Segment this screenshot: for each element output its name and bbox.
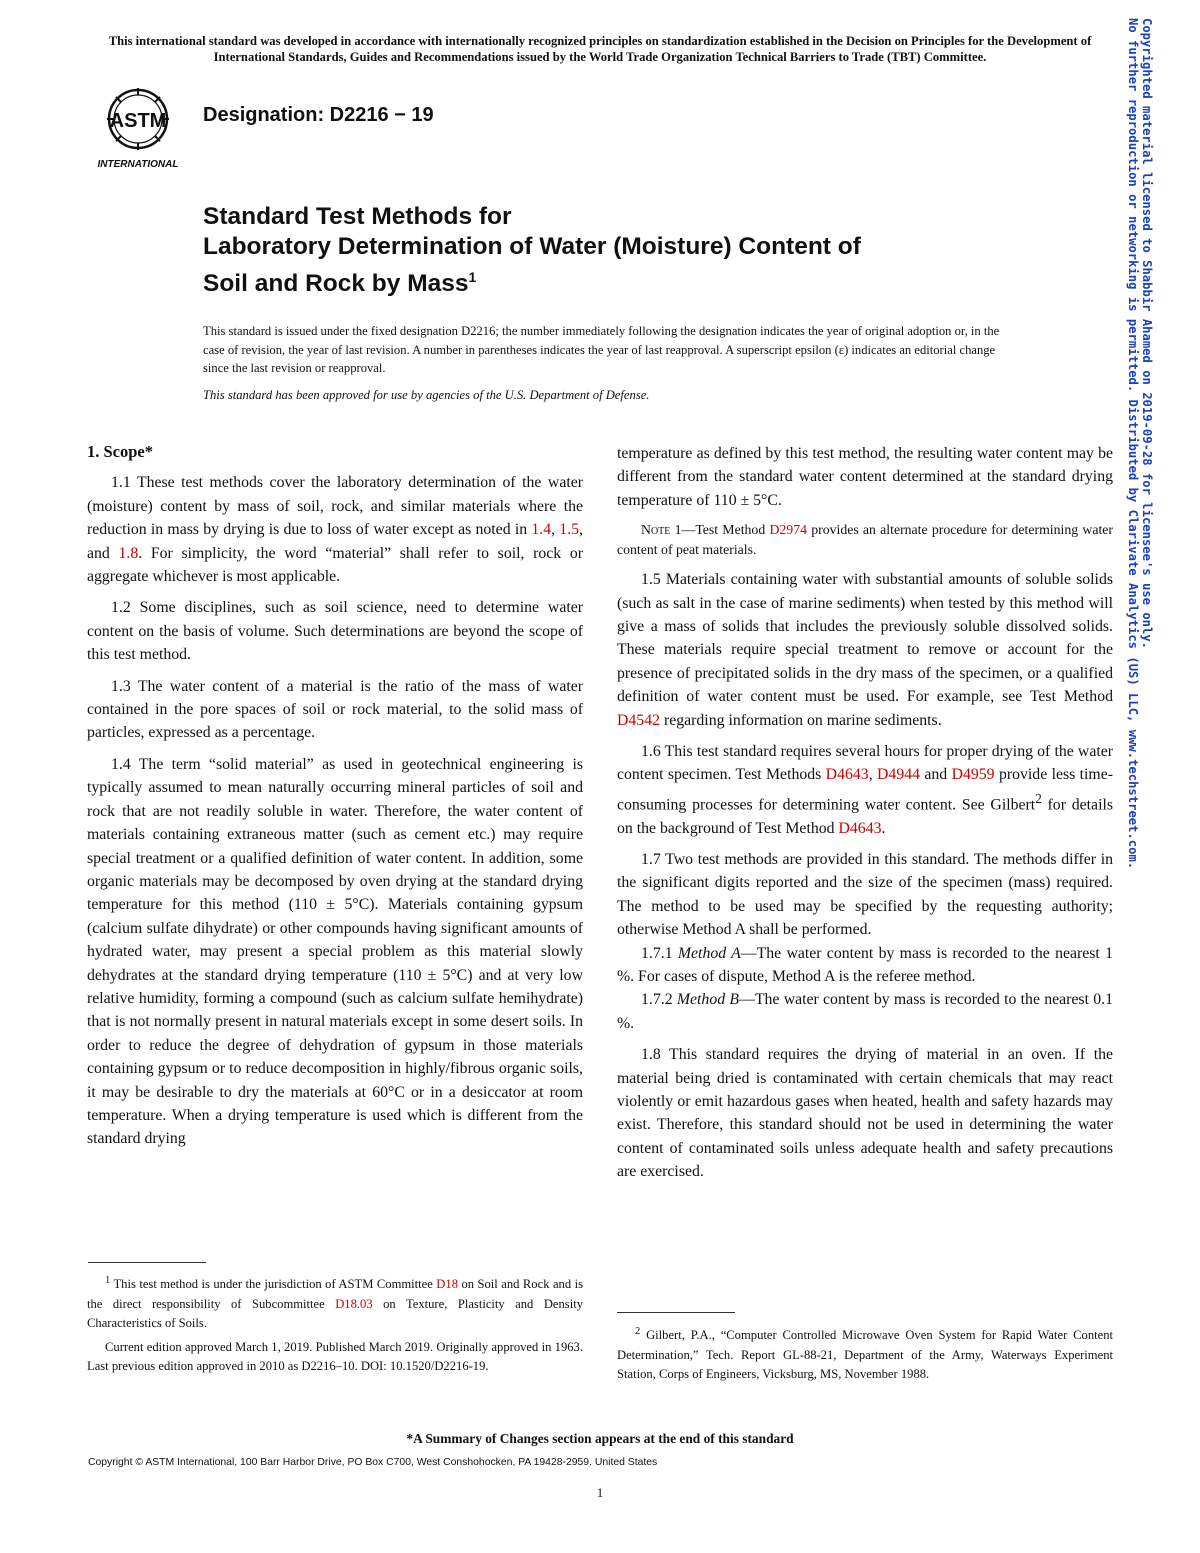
committee-link-d18[interactable]: D18: [436, 1277, 458, 1292]
left-column: [87, 440, 583, 1159]
ref-link-d4944[interactable]: D4944: [877, 766, 921, 784]
title-line-2: Laboratory Determination of Water (Moisture) Content of: [203, 233, 861, 260]
footnote-rule-right: [617, 1312, 735, 1313]
ref-link-d4959[interactable]: D4959: [951, 766, 995, 784]
right-column: [617, 442, 1113, 1192]
ref-link-d4542[interactable]: D4542: [617, 711, 661, 729]
issuance-statement: This standard is issued under the fixed designation D2216; the number immediately following the designation indicates the year of original adoption or, in the case of revision, the year of last revision. A number in parentheses indicates the year of last reapproval. A superscript epsilon (ε) indicates an editorial change since the last revision or reapproval.: [203, 324, 1000, 375]
astm-logo: [88, 87, 188, 171]
copyright-line: Copyright © ASTM International, 100 Barr Harbor Drive, PO Box C700, West Conshohocken, PA 19428-2959. United States: [88, 1457, 658, 1468]
ref-link-1-4[interactable]: 1.4: [531, 521, 552, 539]
paragraph-1-6: 1.6 This test standard requires several hours for proper drying of the water content specimen. Test Methods D4643, D4944 and D4959 provide less time-consuming processes for determining water content. See Gilbert$^2$ for details on the background of Test Method D4643.: [617, 743, 1113, 837]
title-footnote-ref[interactable]: 1: [468, 269, 477, 285]
ref-link-1-8[interactable]: 1.8: [118, 544, 139, 562]
subcommittee-link-d18-03[interactable]: D18.03: [335, 1296, 373, 1311]
paragraph-1-4-continued: temperature as defined by this test method, the resulting water content may be different from the standard water content determined at the standard drying temperature of 110 ± 5°C.: [617, 445, 1113, 509]
paragraph-1-1: 1.1 These test methods cover the laboratory determination of the water (moisture) content by mass of soil, rock, and similar materials where the reduction in mass by drying is due to loss of water except as noted in 1.4, 1.5, and 1.8. For simplicity, the word “material” shall refer to soil, rock or aggregate whichever is most applicable.: [87, 474, 583, 586]
ref-link-1-5[interactable]: 1.5: [559, 521, 580, 539]
paragraph-1-2: 1.2 Some disciplines, such as soil science, need to determine water content on the basis of volume. Such determinations are beyond the scope of this test method.: [87, 599, 583, 664]
ref-link-d2974[interactable]: D2974: [769, 522, 807, 538]
license-line-2: No further reproduction or networking is permitted. Distributed by Clarivate Analytics (US) LLC, www.techstreet.com.: [1126, 18, 1140, 870]
logo-subtext: INTERNATIONAL: [97, 159, 179, 170]
wto-notice: This international standard was developed in accordance with internationally recognized principles on standardization established in the Decision on Principles for the Development of International Standards, Guides and Recommendations issued by the World Trade Organization Technical Barriers to Trade (TBT) Committee.: [108, 34, 1092, 64]
paragraph-1-8: 1.8 This standard requires the drying of material in an oven. If the material being dried is contaminated with certain chemicals that may react violently or emit hazardous gases when heated, health and safety hazards may exist. Therefore, this standard should not be used in determining the water content of contaminated soils unless adequate health and safety precautions are exercised.: [617, 1046, 1113, 1181]
section-heading-scope: 1. Scope*: [87, 442, 153, 461]
logo-text: ASTM: [109, 110, 167, 132]
footnote-rule-left: [88, 1262, 206, 1263]
paragraph-1-5: 1.5 Materials containing water with substantial amounts of soluble solids (such as salt in the case of marine sediments) when tested by this method will give a mass of solids that includes the previously soluble dissolved solids. These materials require special treatment to remove or account for the presence of precipitated solids in the dry mass of the specimen, or a qualified definition of water content must be used. For example, see Test Method D4542 regarding information on marine sediments.: [617, 571, 1113, 729]
footnote-ref-2[interactable]: 2: [1035, 790, 1042, 806]
dod-approval-notice: This standard has been approved for use by agencies of the U.S. Department of Defense.: [203, 388, 650, 402]
paragraph-1-3: 1.3 The water content of a material is the ratio of the mass of water contained in the pore spaces of soil or rock material, to the solid mass of particles, expressed as a percentage.: [87, 677, 583, 742]
designation: Designation: D2216 − 19: [203, 104, 434, 126]
paragraph-1-7: 1.7 Two test methods are provided in this standard. The methods differ in the significant digits reported and the size of the specimen (mass) required. The method to be used may be specified by the requesting authority; otherwise Method A shall be performed.: [617, 850, 1113, 939]
ref-link-d4643-2[interactable]: D4643: [838, 819, 882, 837]
note-1: Note 1—Test Method D2974 provides an alternate procedure for determining water content of peat materials.: [617, 522, 1114, 558]
page-number: 1: [596, 1485, 604, 1500]
paragraph-1-4: 1.4 The term “solid material” as used in geotechnical engineering is typically assumed to mean naturally occurring mineral particles of soil and rock that are not readily soluble in water. Therefore, the water content of materials containing extraneous matter (such as cement etc.) may require special treatment or a qualified definition of water content. In addition, some organic materials may be decomposed by oven drying at the standard drying temperature for this method (110 ± 5°C). Materials containing gypsum (calcium sulfate dihydrate) or other compounds having significant amounts of hydrated water, may present a special problem as this material slowly dehydrates at the standard drying temperature (110 ± 5°C) and at very low relative humidity, forming a compound (such as calcium sulfate hemihydrate) that is not normally present in natural materials except in some desert soils. In order to reduce the degree of dehydration of gypsum in those materials containing gypsum or to reduce decomposition in highly/fibrous organic soils, it may be desirable to dry the materials at 60°C or in a desiccator at room temperature. When a drying temperature is used which is different from the standard drying: [87, 755, 583, 1148]
document-title: [203, 202, 1023, 299]
edition-note: Current edition approved March 1, 2019. Published March 2019. Originally approved in 1963. Last previous edition approved in 2010 as D2216–10. DOI: 10.1520/D2216-19.: [87, 1339, 583, 1374]
footnote-1: $^1$ This test method is under the jurisdiction of ASTM Committee D18 on Soil and Rock and is the direct responsibility of Subcommittee D18.03 on Texture, Plasticity and Density Characteristics of Soils. Current edition approved March 1, 2019. Published March 2019. Originally approved in 1963. Last previous edition approved in 2010 as D2216–10. DOI: 10.1520/D2216-19.: [87, 1271, 583, 1381]
footnote-2: $^2$ Gilbert, P.A., “Computer Controlled Microwave Oven System for Rapid Water Content Determination,” Tech. Report GL-88-21, Department of the Army, Waterways Experiment Station, Corps of Engineers, Vicksburg, MS, November 1988.: [617, 1326, 1113, 1382]
title-line-1: Standard Test Methods for: [203, 203, 512, 230]
paragraph-1-7-2: 1.7.2 Method B—The water content by mass is recorded to the nearest 0.1 %.: [617, 991, 1113, 1032]
ref-link-d4643[interactable]: D4643: [825, 766, 869, 784]
summary-of-changes-note: *A Summary of Changes section appears at the end of this standard: [406, 1431, 794, 1446]
title-line-3: Soil and Rock by Mass: [203, 270, 469, 298]
paragraph-1-7-1: 1.7.1 Method A—The water content by mass is recorded to the nearest 1 %. For cases of dispute, Method A is the referee method.: [617, 944, 1113, 985]
license-watermark: [1126, 18, 1174, 870]
license-line-1: Copyrighted material licensed to Shabbir Ahamed on 2019-09-28 for licensee's use only.: [1140, 18, 1154, 650]
